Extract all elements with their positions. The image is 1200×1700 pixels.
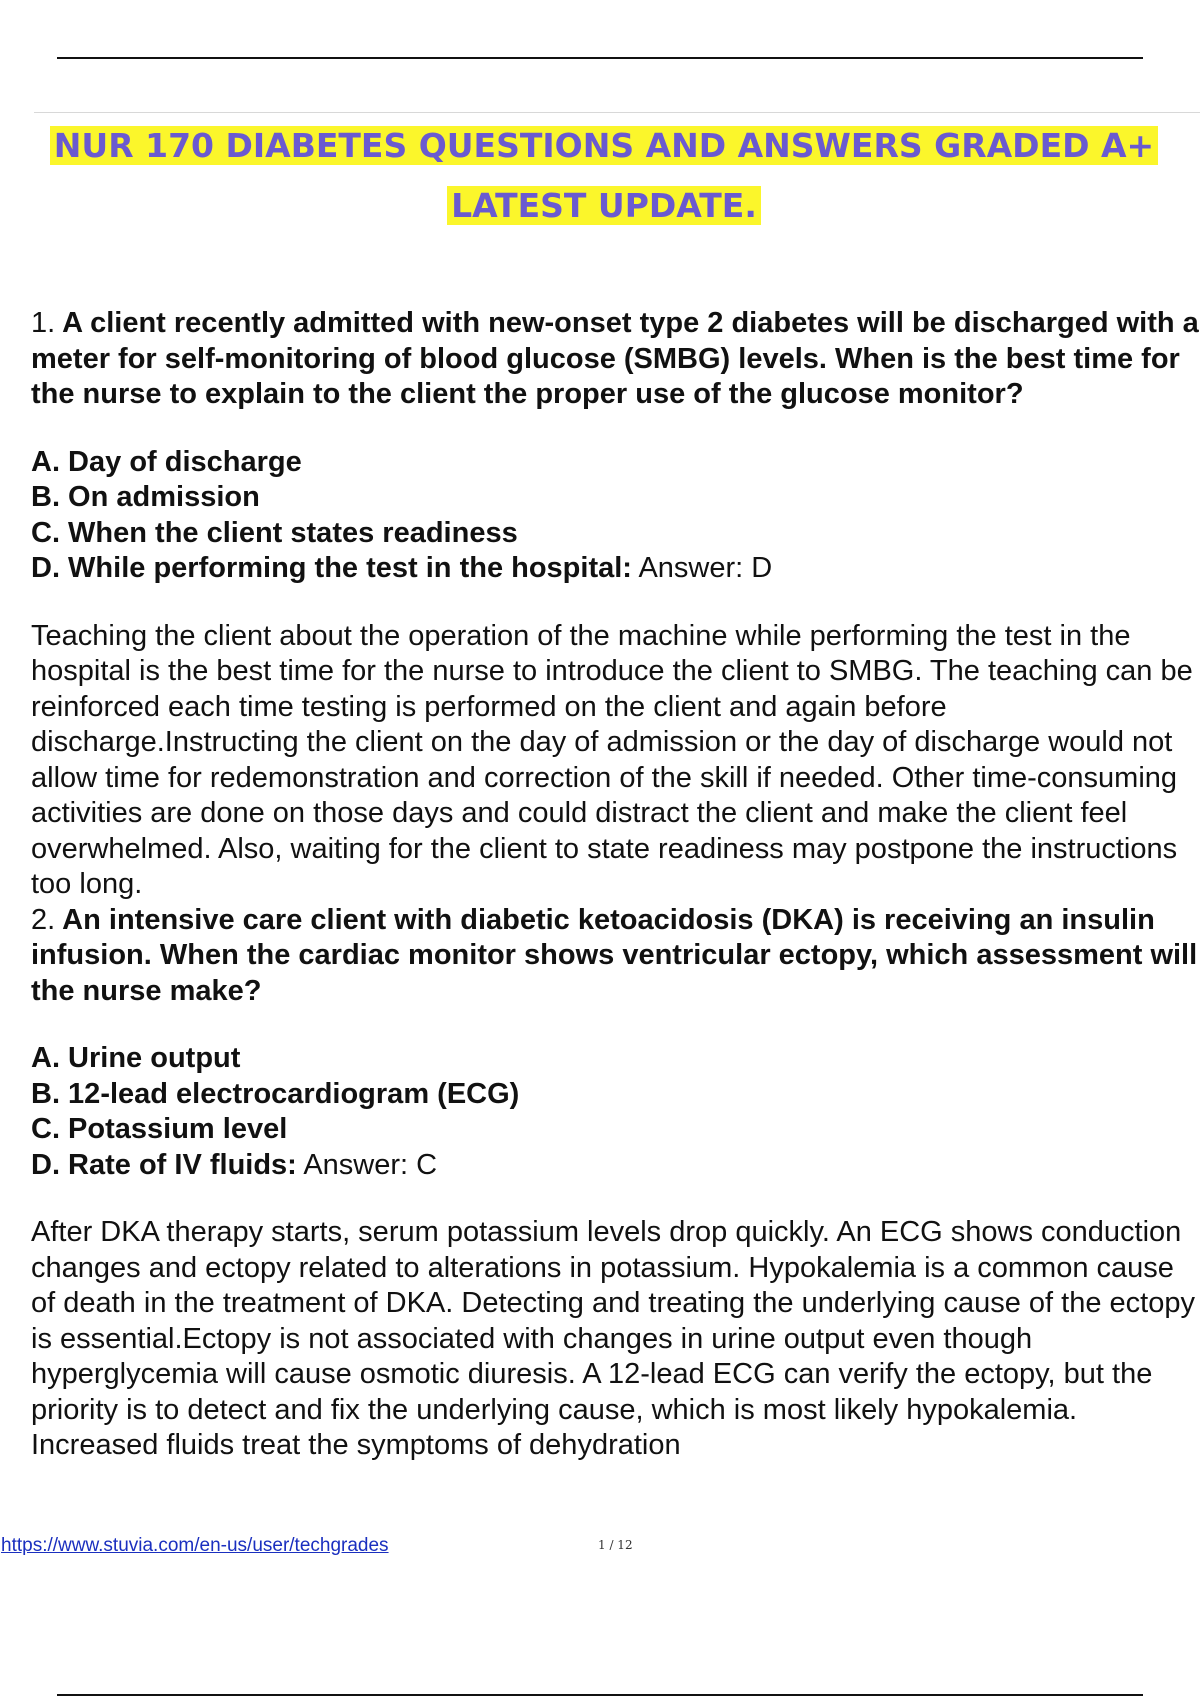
- question-2-option-d-line: [31, 1148, 1199, 1184]
- footer-link[interactable]: https://www.stuvia.com/en-us/user/techgrades: [1, 1535, 389, 1556]
- title-line-2: LATEST UPDATE.: [447, 186, 761, 225]
- title-top-line: [34, 112, 1200, 113]
- question-2-option-a: A. Urine output: [31, 1042, 241, 1074]
- question-2-option-d: D. Rate of IV fluids:: [31, 1148, 297, 1181]
- page-footer: [0, 1535, 1200, 1555]
- question-1-option-c: C. When the client states readiness: [31, 516, 518, 549]
- question-2-number: 2.: [31, 903, 56, 936]
- question-1-option-a: A. Day of discharge: [31, 445, 302, 478]
- question-2-answer: Answer: C: [303, 1148, 438, 1181]
- question-2-option-c: C. Potassium level: [31, 1113, 288, 1145]
- question-2-rationale: After DKA therapy starts, serum potassium levels drop quickly. An ECG shows conduction changes and ectopy related to alterations in potassium. Hypokalemia is a common cause of death in the treatment of DKA. Detecting and treating the underlying cause of the ectopy is essential.Ectopy is not associated with changes in urine output even though hyperglycemia will cause osmotic diuresis. A 12-lead ECG can verify the ectopy, but the priority is to detect and fix the underlying cause, which is most likely hypokalemia. Increased fluids treat the symptoms of dehydration: [31, 1216, 1195, 1461]
- question-1-number: 1.: [31, 307, 56, 339]
- question-2: [31, 903, 1199, 1010]
- question-1: [31, 306, 1199, 413]
- top-rule: [57, 57, 1143, 59]
- question-1-option-d-line: [31, 551, 1199, 587]
- document-body: [31, 306, 1199, 1464]
- question-1-answer: Answer: D: [638, 552, 773, 584]
- question-1-option-d: D. While performing the test in the hospital:: [31, 552, 632, 584]
- question-1-rationale: Teaching the client about the operation of the machine while performing the test in the hospital is the best time for the nurse to introduce the client to SMBG. The teaching can be reinforced each time testing is performed on the client and again before discharge.Instructing the client on the day of admission or the day of discharge would not allow time for redemonstration and correction of the skill if needed. Other time-consuming activities are done on those days and could distract the client and make the client feel overwhelmed. Also, waiting for the client to state readiness may postpone the instructions too long.: [31, 619, 1193, 900]
- bottom-rule: [57, 1694, 1143, 1696]
- question-2-option-b: B. 12-lead electrocardiogram (ECG): [31, 1077, 520, 1110]
- document-title: [34, 116, 1174, 236]
- page-number: 1 / 12: [598, 1538, 633, 1552]
- question-2-stem: An intensive care client with diabetic ketoacidosis (DKA) is receiving an insulin infusion. When the cardiac monitor shows ventricular ectopy, which assessment will the nurse make?: [31, 903, 1198, 1007]
- title-line-1: NUR 170 DIABETES QUESTIONS AND ANSWERS GRADED A+: [50, 126, 1158, 165]
- question-1-option-b: B. On admission: [31, 481, 260, 513]
- question-1-stem: A client recently admitted with new-onset type 2 diabetes will be discharged with a meter for self-monitoring of blood glucose (SMBG) levels. When is the best time for the nurse to explain to the client the proper use of the glucose monitor?: [31, 307, 1199, 410]
